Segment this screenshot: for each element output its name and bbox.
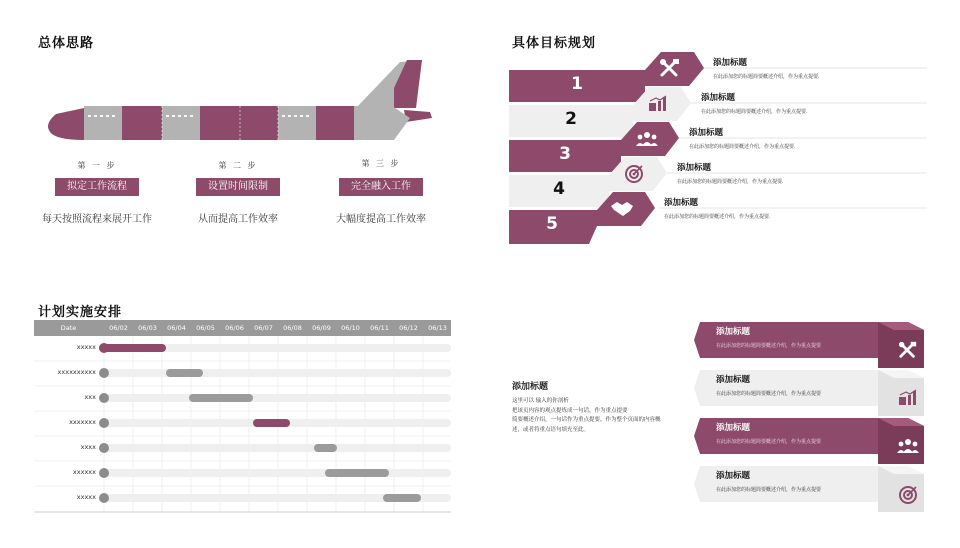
gantt-track (104, 369, 451, 377)
goal-desc-2: 在此添加您的标题简要概述介绍，作为重点提要. (701, 109, 808, 115)
goal-title-3: 添加标题 (689, 128, 724, 138)
gantt-row-label: xxxxx (76, 493, 96, 501)
target-icon (898, 485, 918, 509)
plane-nose (48, 108, 84, 140)
gantt-bar[interactable] (253, 419, 291, 427)
step-desc-1: 每天按照流程来展开工作 (42, 214, 152, 225)
note-body (512, 397, 672, 435)
gantt-track (104, 394, 451, 402)
chart-gift-icon (898, 389, 918, 411)
gantt-header-day: 06/07 (254, 324, 273, 332)
gantt-header-day: 06/05 (196, 324, 215, 332)
gantt-header-day: 06/11 (370, 324, 389, 332)
gantt-row-label: xxxxx (76, 343, 96, 351)
list-item-4-desc: 在此添加您的标题简要概述介绍，作为重点提要 (716, 487, 822, 493)
gantt-header-date: Date (60, 324, 77, 332)
step-label-3: 第 三 步 (361, 159, 401, 168)
tools-icon (659, 58, 681, 83)
gantt-bar[interactable] (325, 469, 389, 477)
note-line: 这里可以 输入的你剖析 (512, 398, 569, 404)
gantt-bar[interactable] (189, 394, 253, 402)
goal-title-5: 添加标题 (664, 198, 699, 208)
gantt-row-label: xxxxxxxxxx (57, 368, 96, 376)
goal-desc-1: 在此添加您的标题简要概述介绍，作为重点提要. (713, 74, 820, 80)
goal-title-1: 添加标题 (713, 58, 748, 68)
fuselage-segment (122, 106, 162, 140)
gantt-row-dot (99, 368, 109, 378)
list-item-1-desc: 在此添加您的标题简要概述介绍，作为重点提要 (716, 343, 822, 349)
target-icon (624, 164, 644, 188)
goal-desc-4: 在此添加您的标题简要概述介绍，作为重点提要. (677, 179, 784, 185)
fuselage-segment (84, 106, 122, 140)
note-line: 述，或者将重点语句填充至此。 (512, 426, 590, 433)
fuselage-rear (354, 106, 410, 140)
step-button-2[interactable]: 设置时间限制 (196, 178, 280, 196)
goal-number-3: 3 (559, 144, 571, 164)
list-item-4-title: 添加标题 (716, 471, 751, 481)
gantt-row-label: xxxxxx (72, 468, 96, 476)
gantt-bar[interactable] (314, 444, 337, 452)
step-desc-2: 从而提高工作效率 (198, 214, 278, 225)
goal-number-4: 4 (553, 179, 565, 199)
fuselage-segment (240, 106, 278, 140)
team-icon (897, 437, 919, 459)
gantt-header-day: 06/04 (167, 324, 186, 332)
gantt-track (104, 444, 451, 452)
note-line: 简要概述介绍，一句话作为重点提要，作为整个页面的内容概 (512, 417, 661, 423)
fuselage-segment (200, 106, 240, 140)
gantt-header-day: 06/02 (109, 324, 128, 332)
gantt-row-dot (99, 418, 109, 428)
fuselage-segment (162, 106, 200, 140)
list-item-3-desc: 在此添加您的标题简要概述介绍，作为重点提要 (716, 439, 822, 445)
note-line: 把该页内容的观点提炼成一句话，作为重点提要 (512, 407, 628, 414)
gantt-row-dot (99, 443, 109, 453)
step-label-1: 第 一 步 (77, 161, 117, 170)
goal-desc-3: 在此添加您的标题简要概述介绍，作为重点提要. (689, 144, 796, 150)
note-title: 添加标题 (512, 382, 549, 392)
gantt-header-day: 06/10 (341, 324, 360, 332)
overall-title: 总体思路 (38, 36, 95, 51)
list-item-2-title: 添加标题 (716, 375, 751, 385)
gantt-track (104, 469, 451, 477)
goal-number-2: 2 (565, 109, 577, 129)
goal-title-4: 添加标题 (677, 163, 712, 173)
airplane-illustration (44, 58, 436, 142)
gantt-header-day: 06/08 (283, 324, 302, 332)
goals-title: 具体目标规划 (512, 36, 597, 51)
gantt-header-day: 06/03 (138, 324, 157, 332)
list-item-3-title: 添加标题 (716, 423, 751, 433)
gantt-bar[interactable] (383, 494, 421, 502)
gantt-row-label: xxxx (80, 443, 96, 451)
gantt-header-day: 06/13 (428, 324, 447, 332)
gantt-row-dot (99, 393, 109, 403)
gantt-header-day: 06/12 (399, 324, 418, 332)
goal-number-5: 5 (546, 214, 558, 234)
step-label-2: 第 二 步 (218, 161, 258, 170)
gantt-row-dot (99, 493, 109, 503)
schedule-title: 计划实施安排 (38, 305, 123, 320)
gantt-header (34, 320, 451, 336)
chart-gift-icon (648, 95, 668, 117)
step-desc-3: 大幅度提高工作效率 (336, 214, 426, 225)
gantt-row-dot (99, 468, 109, 478)
gantt-row-label: xxxxxxx (69, 418, 96, 426)
team-icon (636, 130, 658, 152)
gantt-bar[interactable] (99, 344, 166, 352)
gantt-header-day: 06/06 (225, 324, 244, 332)
handshake-icon (610, 200, 634, 222)
step-button-3[interactable]: 完全融入工作 (339, 178, 423, 196)
tools-icon (898, 340, 918, 364)
gantt-row-label: xxx (84, 393, 96, 401)
goal-title-2: 添加标题 (701, 93, 736, 103)
fuselage-segment (316, 106, 354, 140)
goal-number-1: 1 (571, 74, 583, 94)
gantt-header-day: 06/09 (312, 324, 331, 332)
fuselage-segment (278, 106, 316, 140)
goal-desc-5: 在此添加您的标题简要概述介绍，作为重点提要. (664, 214, 771, 220)
gantt-bar[interactable] (166, 369, 204, 377)
gantt-row-dot (99, 343, 109, 353)
list-item-1-title: 添加标题 (716, 327, 751, 337)
list-item-2-desc: 在此添加您的标题简要概述介绍，作为重点提要 (716, 391, 822, 397)
step-button-1[interactable]: 拟定工作流程 (55, 178, 139, 196)
